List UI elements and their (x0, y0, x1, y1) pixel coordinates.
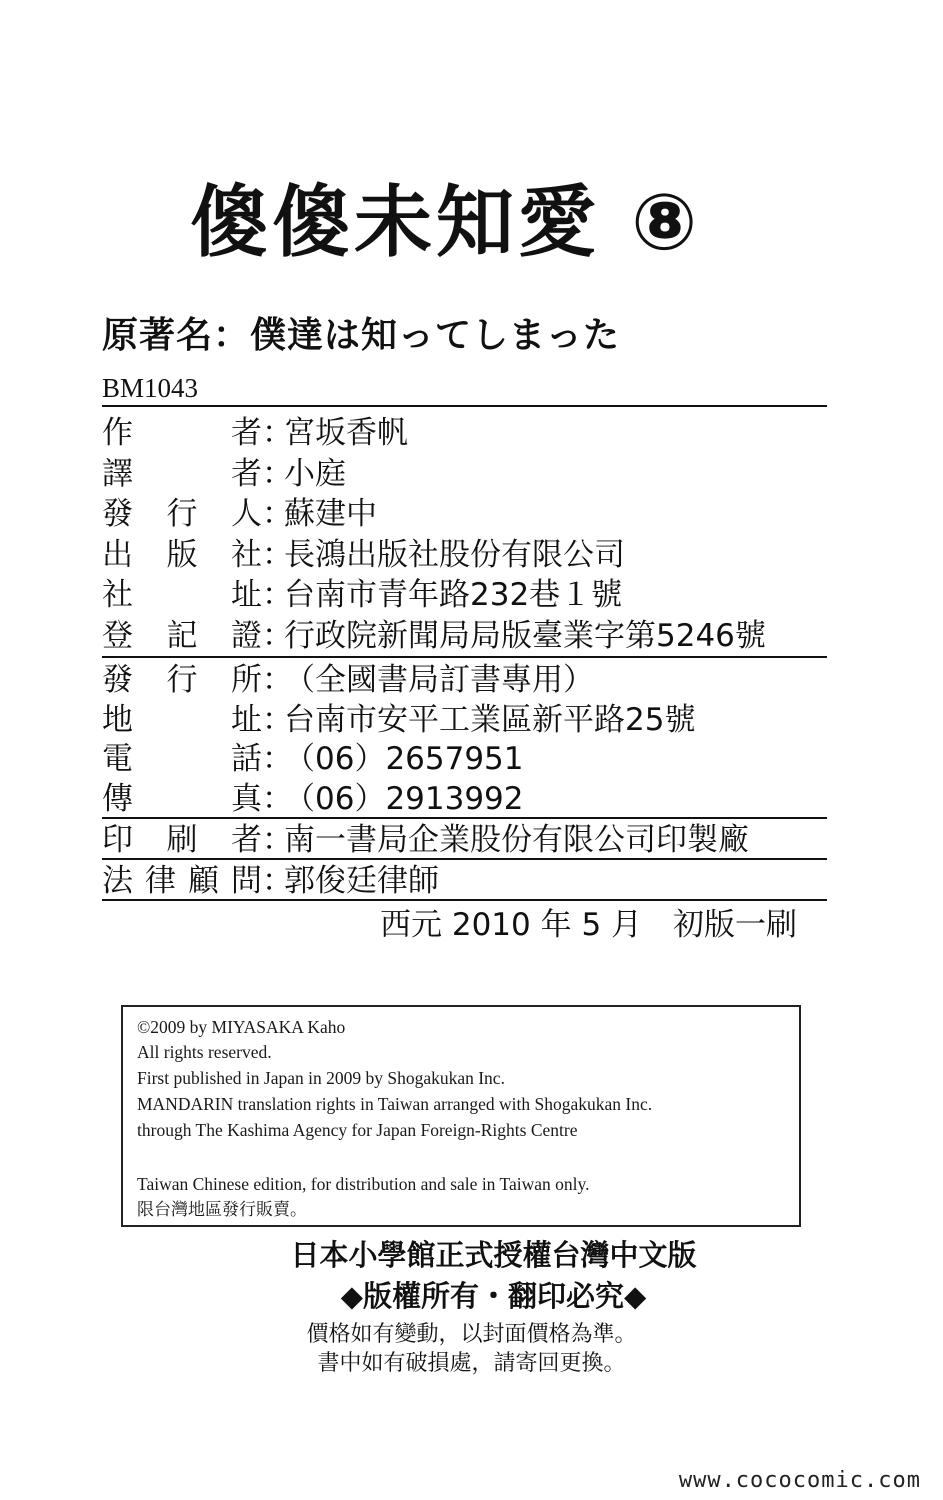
credit-colon: ： (262, 617, 293, 654)
credit-label: 印刷者 (102, 822, 262, 858)
damage-notice: 書中如有破損處，請寄回更換。 (317, 1351, 626, 1376)
credit-value: 小庭 (284, 455, 346, 492)
credit-label: 譯者 (102, 455, 262, 492)
credit-row (102, 413, 408, 453)
price-notice: 價格如有變動，以封面價格為準。 (306, 1322, 637, 1347)
credit-value: 台南市青年路232巷１號 (284, 577, 623, 613)
credit-label: 出版社 (102, 536, 262, 573)
credit-value: （06）2913992 (284, 780, 524, 817)
credit-value: 郭俊廷律師 (284, 863, 439, 899)
credit-colon: ： (262, 455, 293, 492)
credit-value: 南一書局企業股份有限公司印製廠 (284, 822, 749, 858)
credit-value: 蘇建中 (284, 496, 377, 532)
credit-label: 登記證 (102, 617, 262, 654)
credit-row (102, 616, 766, 656)
catalog-code: BM1043 (102, 373, 199, 403)
credit-value: （06）2657951 (284, 741, 524, 777)
divider (102, 405, 827, 407)
credit-label: 作者 (102, 415, 262, 451)
copyright-line: MANDARIN translation rights in Taiwan arranged with Shogakukan Inc. (137, 1094, 653, 1114)
copyright-line: First published in Japan in 2009 by Shogakukan Inc. (137, 1068, 505, 1088)
credit-row (102, 820, 749, 860)
credit-colon: ： (262, 662, 293, 698)
credit-row (102, 575, 622, 615)
credit-label: 電話 (102, 741, 262, 777)
credit-row (102, 779, 524, 819)
credit-colon: ： (262, 822, 293, 858)
divider (102, 858, 827, 860)
credit-row (102, 861, 439, 901)
copyright-line: 限台灣地區發行販賣。 (137, 1200, 307, 1220)
credit-label: 發行人 (102, 496, 262, 532)
watermark: www.cococomic.com (678, 1468, 921, 1493)
credit-colon: ： (262, 701, 293, 738)
credit-colon: ： (262, 577, 293, 613)
credit-label: 法律顧問 (102, 863, 262, 899)
copyright-line: Taiwan Chinese edition, for distribution and sale in Taiwan only. (137, 1174, 590, 1194)
original-title: 原著名：僕達は知ってしまった (102, 315, 621, 356)
license-notice: 日本小學館正式授權台灣中文版 (290, 1238, 697, 1272)
copyright-line: through The Kashima Agency for Japan Foreign-Rights Centre (137, 1120, 578, 1140)
credit-value: 行政院新聞局局版臺業字第5246號 (284, 617, 766, 654)
credit-value: 長鴻出版社股份有限公司 (284, 536, 625, 573)
credit-label: 地址 (102, 701, 262, 738)
divider (102, 656, 827, 658)
credit-colon: ： (262, 496, 293, 532)
credit-colon: ： (262, 780, 293, 817)
edition-line: 西元 2010 年 5 月 初版一刷 (380, 907, 798, 943)
credit-label: 社址 (102, 577, 262, 613)
credit-value: 台南市安平工業區新平路25號 (284, 701, 696, 738)
credit-row (102, 739, 524, 779)
book-title: 傻傻未知愛 ⑧ (190, 178, 702, 268)
divider (102, 899, 827, 901)
divider (102, 817, 827, 819)
credit-label: 發行所 (102, 662, 262, 698)
credit-colon: ： (262, 741, 293, 777)
copyright-line: ©2009 by MIYASAKA Kaho (137, 1017, 346, 1037)
credit-colon: ： (262, 863, 293, 899)
credit-row (102, 535, 625, 575)
credit-value: （全國書局訂書專用） (284, 662, 594, 698)
credit-row (102, 700, 695, 740)
credit-row (102, 494, 377, 534)
credit-row (102, 454, 346, 494)
rights-notice: ◆版權所有・翻印必究◆ (340, 1279, 647, 1313)
credit-row (102, 660, 594, 700)
credit-colon: ： (262, 415, 293, 451)
copyright-box (121, 1005, 801, 1227)
credit-colon: ： (262, 536, 293, 573)
copyright-line: All rights reserved. (137, 1042, 272, 1062)
credit-label: 傳真 (102, 780, 262, 817)
credit-value: 宮坂香帆 (284, 415, 408, 451)
